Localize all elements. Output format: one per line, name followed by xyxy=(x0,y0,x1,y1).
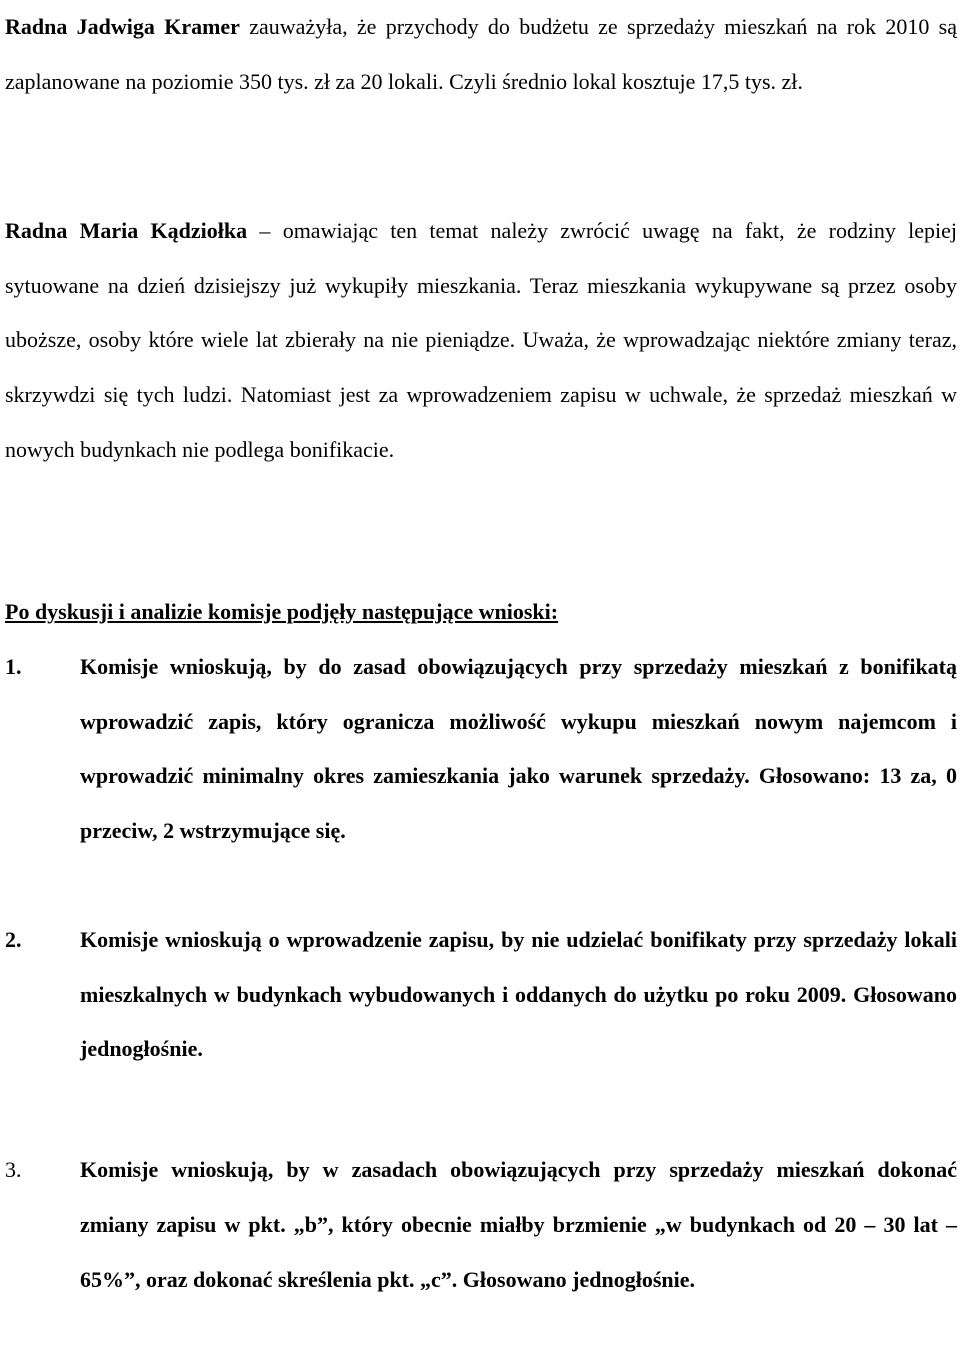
item-text: Komisje wnioskują o wprowadzenie zapisu, by nie udzielać bonifikaty przy sprzedaży lokali mieszkalnych w budynkach wybudowanych i oddanych do użytku po roku 2009. Głosowano jednogłośnie. xyxy=(80,927,957,1061)
paragraph-kramer xyxy=(5,0,957,109)
list-item xyxy=(5,640,957,858)
paragraph-text: – omawiając ten temat należy zwrócić uwagę na fakt, że rodziny lepiej sytuowane na dzień dzisiejszy już wykupiły mieszkania. Teraz mieszkania wykupywane są przez osoby uboższe, osoby które wiele lat zbierały na nie pieniądze. Uważa, że wprowadzając niektóre zmiany teraz, skrzywdzi się tych ludzi. Natomiast jest za wprowadzeniem zapisu w uchwale, że sprzedaż mieszkań w nowych budynkach nie podlega bonifikacie. xyxy=(5,218,957,462)
item-text: Komisje wnioskują, by do zasad obowiązujących przy sprzedaży mieszkań z bonifikatą wprowadzić zapis, który ogranicza możliwość wykupu mieszkań nowym najemcom i wprowadzić minimalny okres zamieszkania jako warunek sprzedaży. Głosowano: 13 za, 0 przeciw, 2 wstrzymujące się. xyxy=(80,654,957,843)
item-number: 1. xyxy=(5,654,22,679)
conclusions-heading: Po dyskusji i analizie komisje podjęły następujące wnioski: xyxy=(5,599,559,624)
item-number: 3. xyxy=(5,1157,22,1182)
item-text: Komisje wnioskują, by w zasadach obowiązujących przy sprzedaży mieszkań dokonać zmiany zapisu w pkt. „b”, który obecnie miałby brzmienie „w budynkach od 20 – 30 lat – 65%”, oraz dokonać skreślenia pkt. „c”. Głosowano jednogłośnie. xyxy=(80,1157,957,1292)
list-item xyxy=(5,1142,957,1307)
list-item xyxy=(5,913,957,1077)
paragraph-text: zauważyła, że przychody do budżetu ze sprzedaży mieszkań na rok 2010 są zaplanowane na poziomie 350 tys. zł za 20 lokali. Czyli średnio lokal kosztuje 17,5 tys. zł. xyxy=(5,14,957,94)
item-number: 2. xyxy=(5,927,22,952)
paragraph-kadziolka xyxy=(5,204,957,478)
speaker-name: Radna Jadwiga Kramer xyxy=(5,14,240,39)
speaker-name: Radna Maria Kądziołka xyxy=(5,218,248,243)
